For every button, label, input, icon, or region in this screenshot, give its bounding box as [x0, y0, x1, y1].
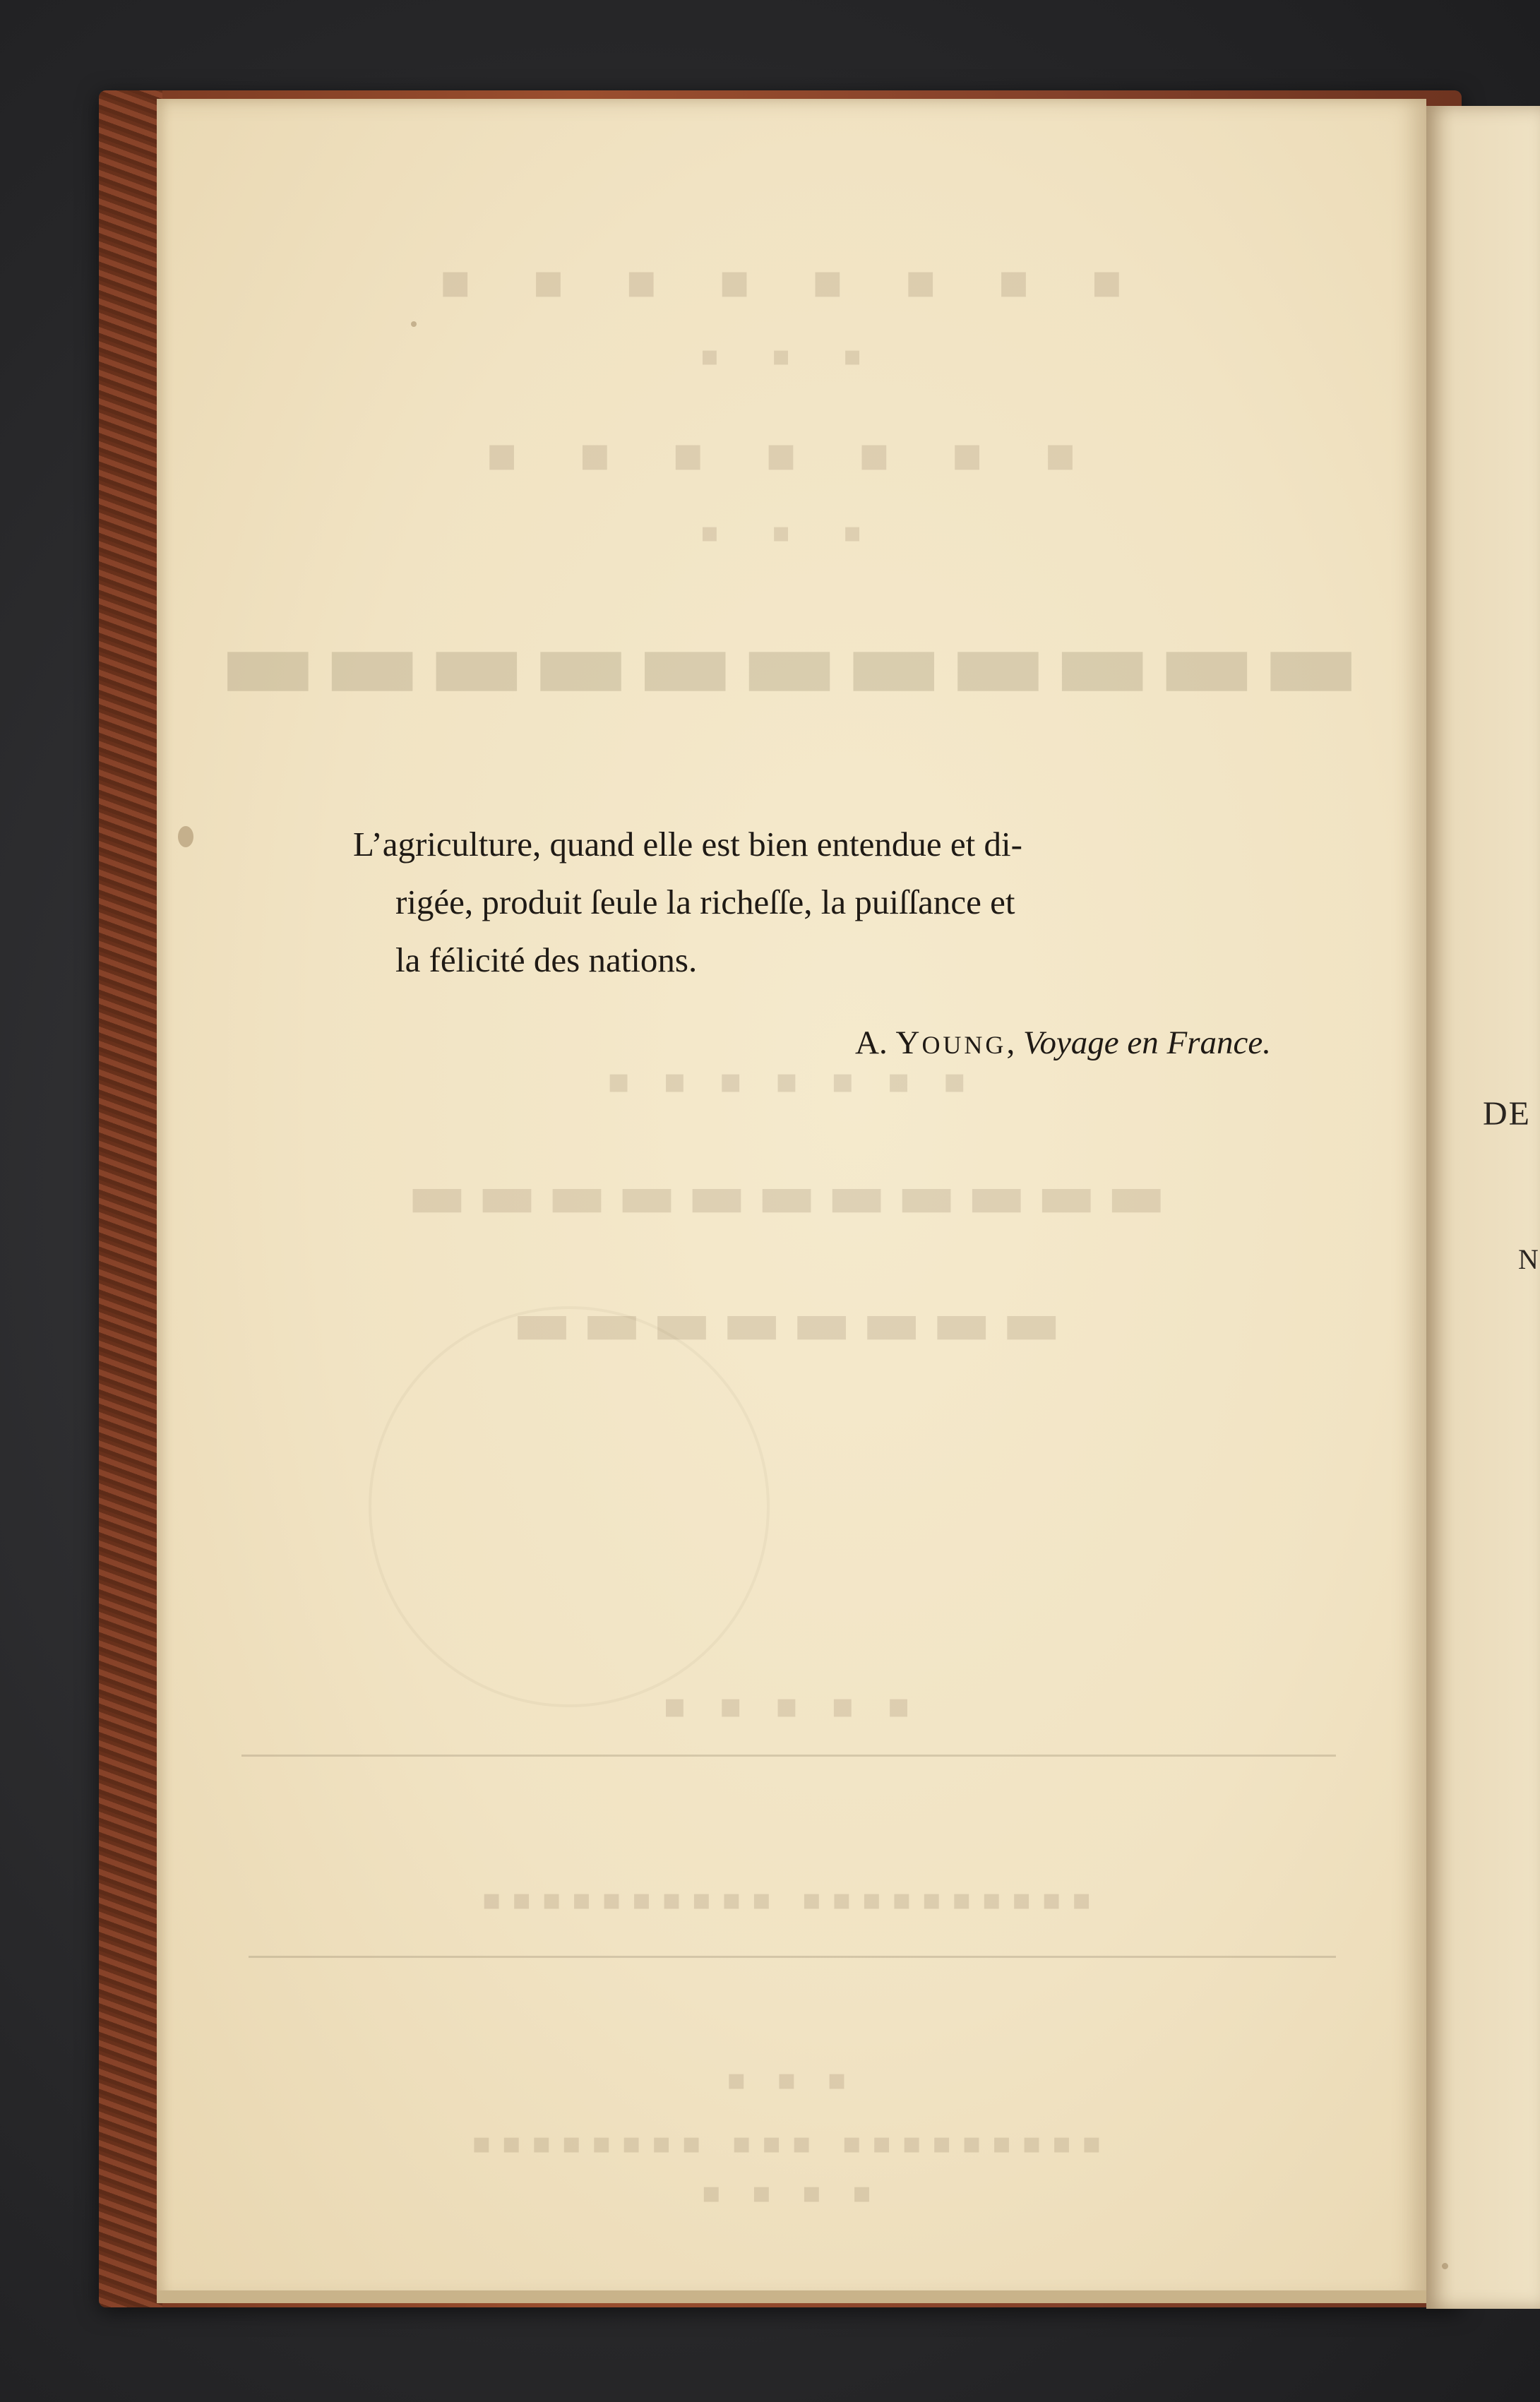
show-through-line: ▪ ▪ ▪ ▪ ▪ ▪ ▪	[607, 1059, 977, 1101]
source-work-title: Voyage en France.	[1022, 1024, 1271, 1061]
attribution-separator: ,	[1006, 1024, 1015, 1061]
show-through-line: ▪ ▪ ▪ ▪	[701, 2175, 882, 2209]
show-through-line: ▪ ▪ ▪	[700, 515, 883, 549]
epigraph-quote	[353, 815, 1271, 989]
author-initial: A.	[855, 1024, 888, 1061]
epigraph-line-3: la félicité des nations.	[395, 940, 698, 979]
marbled-cover-edge	[99, 90, 162, 2307]
show-through-rule	[249, 1956, 1336, 1958]
epigraph-attribution	[699, 1024, 1271, 1062]
foxing-spot	[178, 826, 193, 847]
book-page	[157, 99, 1426, 2302]
foxing-spot	[1442, 2263, 1448, 2269]
epigraph-line-2: rigée, produit ſeule la richeſſe, la puiſſance et	[395, 883, 1015, 921]
facing-page	[1426, 106, 1540, 2309]
page-bottom-edge	[157, 2290, 1426, 2303]
epigraph-line-1: L’agriculture, quand elle est bien entendue et di-	[353, 825, 1022, 864]
foxing-spot	[411, 321, 417, 327]
author-surname-rest: OUNG	[921, 1031, 1007, 1059]
show-through-line: ▬▬▬▬▬▬▬▬▬▬▬	[407, 1158, 1176, 1233]
author-surname-capital: Y	[895, 1024, 922, 1061]
show-through-line: ▪ ▪ ▪ ▪ ▪ ▪ ▪	[484, 424, 1099, 482]
show-through-title: ▬▬▬▬▬▬▬▬▬▬▬	[217, 600, 1366, 724]
show-through-line: ▪ ▪ ▪ ▪ ▪ ▪ ▪ ▪	[438, 251, 1145, 309]
show-through-line: ▪▪▪▪▪▪▪▪▪▪ ▪▪▪▪▪▪▪▪▪▪	[482, 1882, 1102, 1916]
show-through-line: ▪ ▪ ▪ ▪ ▪	[662, 1684, 921, 1726]
show-through-line: ▪ ▪ ▪	[726, 2062, 857, 2096]
facing-page-fragment-2: N	[1518, 1243, 1540, 1275]
show-through-vignette	[369, 1306, 770, 1707]
show-through-line: ▪▪▪▪▪▪▪▪ ▪▪▪ ▪▪▪▪▪▪▪▪▪	[471, 2125, 1112, 2160]
show-through-line: ▪ ▪ ▪	[700, 339, 883, 372]
show-through-rule	[241, 1755, 1336, 1757]
show-through-line: ▬▬▬▬▬▬▬▬	[511, 1285, 1072, 1360]
facing-page-fragment-1: DE	[1483, 1095, 1531, 1133]
